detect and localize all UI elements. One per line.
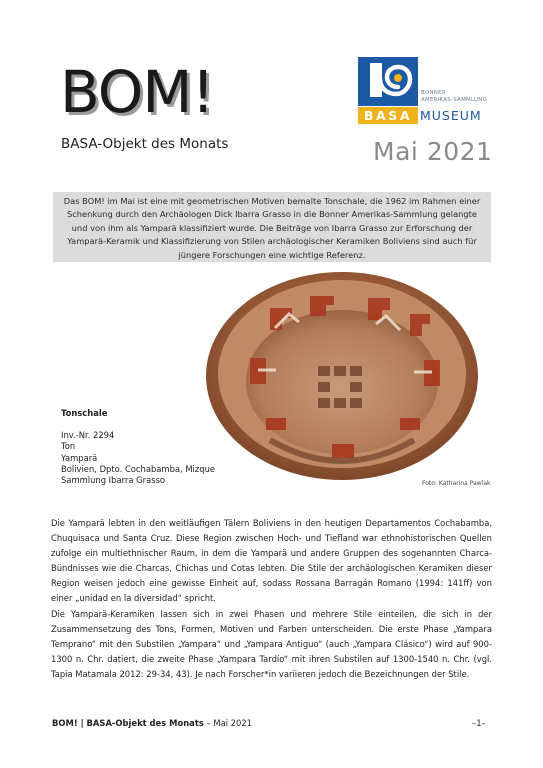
object-provenance: Bolivien, Dpto. Cochabamba, Mizque <box>61 463 216 474</box>
body-paragraph: Die Yamparä-Keramiken lassen sich in zwei Phasen und mehrere Stile einteilen, die sich in der Zusammensetzung des Tons, Formen, Motiven und Farben unterscheiden. Die erste Phase „Yampara Temprano“ mit den Substilen „Yampara“ und „Yampara Antiguo“ (auch „Yampara Clásico“) wird auf 900-1300 n. Chr. datiert, die zweite Phase „Yampara Tardío“ mit ihren Substilen auf 1300-1540 n. Chr. (vgl. Tapia Matamala 2012: 29-34, 43). Je nach Forscher*in variieren jedoch die Bezeichnungen der Stile. <box>51 609 492 679</box>
logo-text-museum: MUSEUM <box>420 108 482 123</box>
object-title: Tonschale <box>61 408 108 418</box>
object-caption <box>61 408 215 486</box>
intro-box <box>53 192 491 262</box>
footer-series: BOM! | BASA-Objekt des Monats <box>52 718 204 728</box>
bowl-photo <box>200 268 496 484</box>
object-culture: Yamparä <box>61 452 98 463</box>
spiral-logo-icon <box>358 57 418 106</box>
body-paragraph: Die Yamparä lebten in den weitläufigen Tälern Boliviens in den heutigen Departamentos Cochabamba, Chuquisaca und Santa Cruz. Diese Region zwischen Hoch- und Tiefland war ethnohistorischen Quellen zufolge ein multiethnischer Raum, in dem die Yamparä und andere Gruppen des sogenannten Charca-Bündnisses wie die Charcas, Chichas und Cotas lebten. Die Stile der archäologischen Keramiken dieser Region weisen jedoch eine gewisse Einheit auf, sodass Rossana Barragán Romano (1994: 141ff) von einer „unidad en la diversidad“ spricht. <box>51 518 492 603</box>
page-number: –1– <box>472 718 486 728</box>
logo-text-basa: BASA <box>358 107 418 124</box>
issue-date: Mai 2021 <box>373 137 493 166</box>
photo-credit: Foto: Katharina Pawlak <box>422 480 491 487</box>
object-collection: Sammlung Ibarra Grasso <box>61 475 166 486</box>
object-material: Ton <box>61 441 76 452</box>
footer-label <box>52 718 252 728</box>
basa-museum-logo <box>358 57 493 123</box>
page-title: BOM! <box>60 58 214 126</box>
footer-issue: – Mai 2021 <box>203 718 253 728</box>
logo-text-bonner: BONNER <box>421 90 446 96</box>
intro-text: Das BOM! im Mai ist eine mit geometrischen Motiven bemalte Tonschale, die 1962 im Rahmen einer Schenkung durch den Archäologen Dick Ibarra Grasso in die Bonner Amerikas-Sammlung gelangte und von ihm als Yamparä klassifiziert wurde. Die Beiträge von Ibarra Grasso zur Erforschung der Yamparä-Keramik und Klassifizierung von Stilen archäologischer Keramiken Boliviens sind auch für jüngere Forschungen eine wichtige Referenz. <box>63 196 481 260</box>
page-subtitle: BASA-Objekt des Monats <box>61 136 229 152</box>
logo-text-amerikas: AMERIKAS-SAMMLUNG <box>421 97 488 103</box>
object-inventory-number: Inv.-Nr. 2294 <box>61 430 115 441</box>
